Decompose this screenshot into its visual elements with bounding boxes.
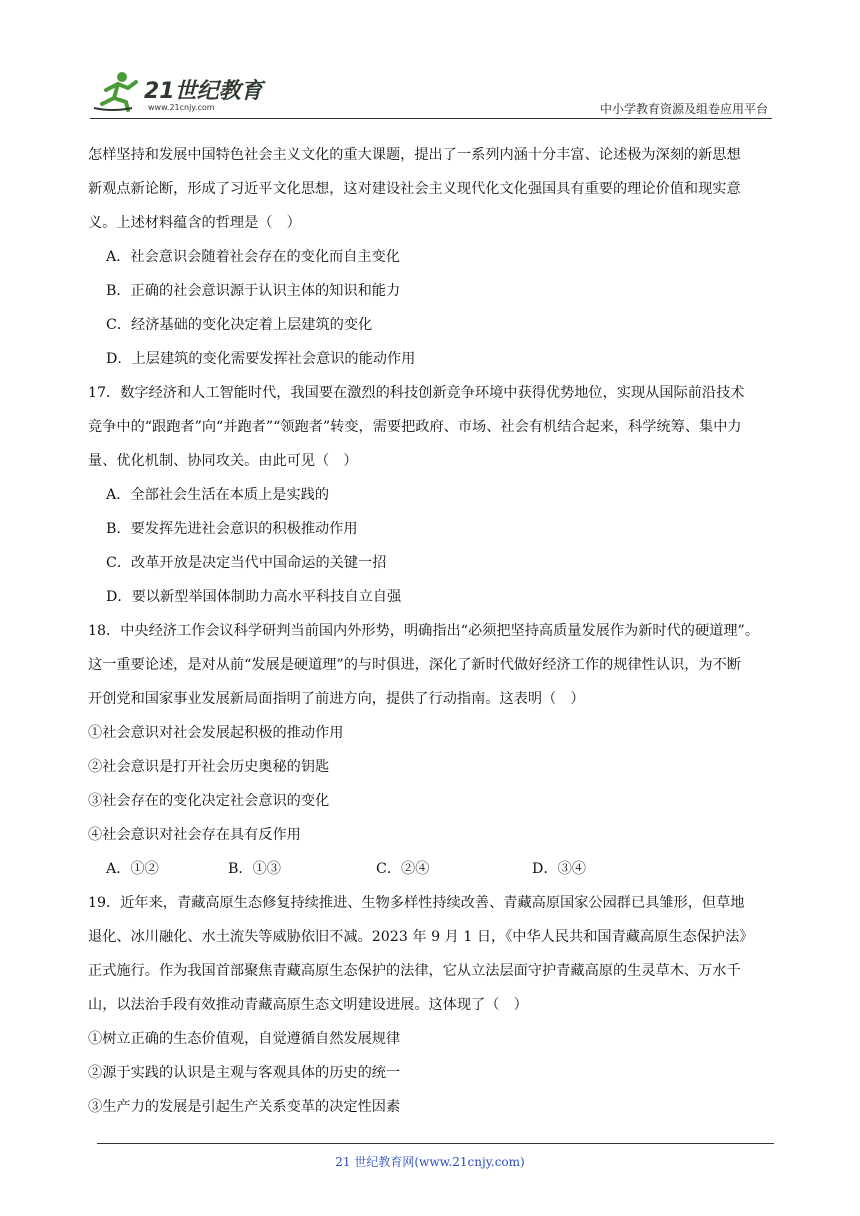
- header-divider: [90, 118, 772, 119]
- choice-a: A．①②: [106, 861, 159, 877]
- runner-icon: [94, 72, 136, 110]
- statement-2: ②源于实践的认识是主观与客观具体的历史的统一: [88, 1065, 401, 1081]
- logo-url: www.21cnjy.com: [148, 103, 215, 112]
- statement-1: ①树立正确的生态价值观，自觉遵循自然发展规律: [88, 1031, 401, 1047]
- option-b: B．要发挥先进社会意识的积极推动作用: [106, 521, 358, 537]
- option-c: C．改革开放是决定当代中国命运的关键一招: [106, 555, 387, 571]
- question-stem-line: 退化、冰川融化、水土流失等威胁依旧不减。2023 年 9 月 1 日，《中华人民共和国青藏高原生态保护法》: [88, 929, 754, 945]
- question-stem-line: 17．数字经济和人工智能时代，我国要在激烈的科技创新竞争环境中获得优势地位，实现从国际前沿技术: [88, 385, 745, 401]
- question-stem-line: 18．中央经济工作会议科学研判当前国内外形势，明确指出“必须把坚持高质量发展作为新时代的硬道理”。: [88, 623, 760, 639]
- choice-c: C．②④: [376, 861, 430, 877]
- logo-title: 21世纪教育: [144, 79, 263, 104]
- statement-3: ③社会存在的变化决定社会意识的变化: [88, 793, 330, 809]
- footer-divider: [97, 1143, 774, 1144]
- option-b: B．正确的社会意识源于认识主体的知识和能力: [106, 283, 401, 299]
- choice-d: D．③④: [532, 861, 586, 877]
- page-content: [88, 138, 774, 1124]
- question-stem-line: 开创党和国家事业发展新局面指明了前进方向，提供了行动指南。这表明（ ）: [88, 691, 585, 707]
- question-stem-line: 正式施行。作为我国首部聚焦青藏高原生态保护的法律，它从立法层面守护青藏高原的生灵草木、万水千: [88, 963, 741, 979]
- question-stem-line: 新观点新论断，形成了习近平文化思想，这对建设社会主义现代化文化强国具有重要的理论价值和现实意: [88, 181, 741, 197]
- option-d: D．上层建筑的变化需要发挥社会意识的能动作用: [106, 351, 416, 367]
- choice-b: B．①③: [228, 861, 281, 877]
- statement-2: ②社会意识是打开社会历史奥秘的钥匙: [88, 759, 330, 775]
- question-stem-line: 19．近年来，青藏高原生态修复持续推进、生物多样性持续改善、青藏高原国家公园群已具雏形，但草地: [88, 895, 745, 911]
- question-stem-line: 量、优化机制、协同攻关。由此可见（ ）: [88, 453, 358, 469]
- question-stem-line: 怎样坚持和发展中国特色社会主义文化的重大课题，提出了一系列内涵十分丰富、论述极为深刻的新思想: [88, 147, 741, 163]
- option-c: C．经济基础的变化决定着上层建筑的变化: [106, 317, 373, 333]
- question-19: [88, 886, 774, 1124]
- answer-choices: [88, 852, 774, 886]
- question-stem-line: 义。上述材料蕴含的哲理是（ ）: [88, 215, 301, 231]
- platform-name: 中小学教育资源及组卷应用平台: [599, 102, 768, 116]
- question-stem-line: 竞争中的“跟跑者”向“并跑者”“领跑者”转变，需要把政府、市场、社会有机结合起来，科学统筹、集中力: [88, 419, 742, 435]
- question-17: [88, 376, 774, 614]
- logo: [92, 68, 272, 114]
- question-16: [88, 138, 774, 376]
- question-stem-line: 这一重要论述，是对从前“发展是硬道理”的与时俱进，深化了新时代做好经济工作的规律性认识，为不断: [88, 657, 741, 673]
- option-d: D．要以新型举国体制助力高水平科技自立自强: [106, 589, 402, 605]
- question-18: [88, 614, 774, 886]
- option-a: A．全部社会生活在本质上是实践的: [106, 487, 330, 503]
- option-a: A．社会意识会随着社会存在的变化而自主变化: [106, 249, 400, 265]
- statement-4: ④社会意识对社会存在具有反作用: [88, 827, 301, 843]
- question-stem-line: 山，以法治手段有效推动青藏高原生态文明建设进展。这体现了（ ）: [88, 997, 528, 1013]
- footer-link[interactable]: 21 世纪教育网(www.21cnjy.com): [335, 1155, 525, 1169]
- statement-1: ①社会意识对社会发展起积极的推动作用: [88, 725, 344, 741]
- statement-3: ③生产力的发展是引起生产关系变革的决定性因素: [88, 1099, 401, 1115]
